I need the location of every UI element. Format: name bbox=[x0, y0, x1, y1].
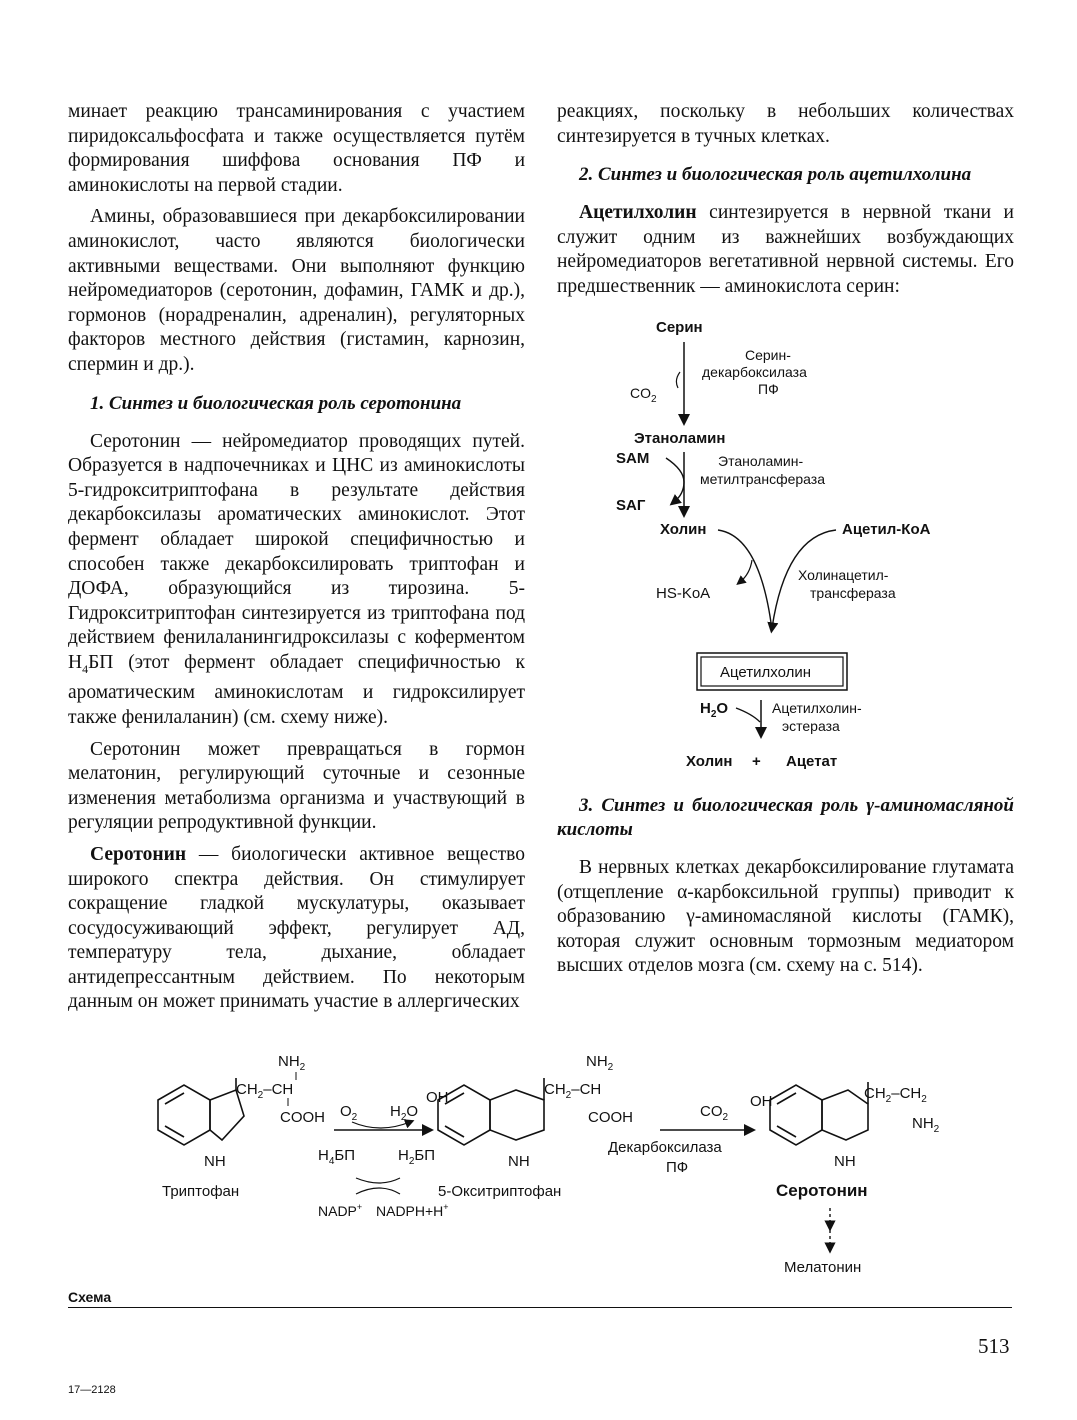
co2-label: $CO_2$ bbox=[630, 385, 657, 405]
svg-text:CH2–CH: $CH_2-CH$ bbox=[236, 1081, 294, 1101]
acetyl-coa-label: Ацетил-КоА bbox=[842, 521, 931, 538]
scheme-caption: Схема bbox=[68, 1289, 112, 1305]
serotonin-label: Серотонин bbox=[776, 1181, 868, 1200]
sag-label: SAГ bbox=[616, 497, 646, 514]
enzyme-label: декарбоксилаза bbox=[702, 364, 807, 380]
paragraph: В нервных клетках декарбоксилирование глутамата (отщепление α-карбоксильной группы) приводит к образованию γ-аминомасляной кислоты (ГАМК), которая служит основным тормозным медиатором высших отделов мозга (см. схему на с. 514). bbox=[557, 857, 1014, 977]
paragraph: Серотонин — биологически активное вещество широкого спектра действия. Он стимулирует сокращение гладкой мускулатуры, оказывает сосудосуживающий эффект, регулирует АД, температуру тела, дыхание, обладает антидепрессантным действием. По некоторым данным он может принимать участие в аллергических bbox=[68, 843, 525, 1013]
paragraph: Ацетилхолин синтезируется в нервной ткани и служит одним из важнейших возбуждающих нейромедиаторов вегетативной нервной системы. Его предшественник — аминокислота серин: bbox=[557, 202, 1014, 297]
enzyme-label: трансфераза bbox=[810, 585, 896, 601]
svg-text:H4БП: $H_4БП$ bbox=[318, 1147, 356, 1167]
svg-text:NH: NH bbox=[834, 1153, 856, 1170]
svg-text:CO2: $CO_2$ bbox=[700, 1103, 729, 1123]
paragraph: Амины, образовавшиеся при декарбоксилировании аминокислот, часто являются биологически активными веществами. Они выполняют функцию нейромедиаторов (серотонин, дофамин, ГАМК и др.), гормонов (норадреналин, адреналин), регуляторных факторов местного действия (гистамин, карнозин, спермин и др.). bbox=[68, 206, 525, 375]
right-column bbox=[557, 100, 1014, 307]
svg-text:NH2: $NH_2$ bbox=[278, 1053, 306, 1073]
paragraph: реакциях, поскольку в небольших количествах синтезируется в тучных клетках. bbox=[557, 101, 1014, 147]
left-column bbox=[68, 100, 525, 1022]
enzyme-label: эстераза bbox=[782, 718, 840, 734]
sam-label: SAM bbox=[616, 450, 650, 467]
choline-product-label: Холин bbox=[686, 753, 733, 770]
svg-text:CH2–CH2: $CH_2-CH_2$ bbox=[864, 1085, 927, 1105]
paragraph: Серотонин — нейромедиатор проводящих путей. Образуется в надпочечниках и ЦНС из аминокислоты 5-гидрокситриптофана в результате действия декарбоксилазы ароматических аминокислот. Этот фермент обладает широкой специфичностью и способен также декарбоксилировать триптофан и ДОФА, образующийся из тирозина. 5-Гидрокситриптофан синтезируется из триптофана под действием фенилаланингидроксилазы с коферментом $Н_4БП$ (этот фермент обладает специфичностью к ароматическим аминокислотам и гидроксилирует также фенилаланин) (см. схему ниже). bbox=[68, 430, 525, 728]
plus-sign: + bbox=[752, 753, 761, 770]
page-number: 513 bbox=[978, 1334, 1010, 1358]
tryptophan-label: Триптофан bbox=[162, 1183, 240, 1200]
enzyme-label: метилтрансфераза bbox=[700, 471, 825, 487]
svg-text:COOH: COOH bbox=[280, 1109, 325, 1126]
section-heading: 3. Синтез и биологическая роль γ-аминомасляной кислоты bbox=[557, 795, 1014, 840]
svg-text:CH2–CH: $CH_2-CH$ bbox=[544, 1081, 602, 1101]
right-column-continued bbox=[557, 790, 1014, 986]
printer-signature: 17—2128 bbox=[68, 1384, 116, 1396]
tryptophan-structure bbox=[158, 1078, 244, 1145]
acetylcholine-label: Ацетилхолин bbox=[720, 664, 812, 681]
svg-text:COOH: COOH bbox=[588, 1109, 633, 1126]
serotonin-scheme bbox=[120, 1048, 970, 1280]
h2o-label: $H_2O$ bbox=[700, 700, 729, 720]
svg-text:OH: OH bbox=[750, 1093, 773, 1110]
ethanolamine-label: Этаноламин bbox=[634, 430, 726, 447]
svg-text:NADP+: NADP+ bbox=[318, 1202, 363, 1219]
serine-label: Серин bbox=[656, 319, 703, 336]
svg-text:NADPH+H+: NADPH+H+ bbox=[376, 1202, 449, 1219]
footer-rule bbox=[68, 1307, 1012, 1308]
section-heading: 2. Синтез и биологическая роль ацетилхолина bbox=[579, 164, 972, 186]
paragraph: Серотонин может превращаться в гормон мелатонин, регулирующий суточные и сезонные изменения метаболизма организма и участвующий в регуляции репродуктивной функции. bbox=[68, 738, 525, 834]
section-heading: 1. Синтез и биологическая роль серотонина bbox=[90, 392, 462, 414]
svg-text:H2O: $H_2O$ bbox=[390, 1103, 419, 1123]
svg-text:NH2: $NH_2$ bbox=[586, 1053, 614, 1073]
hs-coa-label: HS-KoA bbox=[656, 585, 711, 602]
enzyme-label: Этаноламин- bbox=[718, 453, 804, 469]
acetate-label: Ацетат bbox=[786, 753, 838, 770]
svg-text:NH: NH bbox=[508, 1153, 530, 1170]
decarboxylase-label: Декарбоксилаза bbox=[608, 1139, 722, 1156]
svg-text:NH2: $NH_2$ bbox=[912, 1115, 940, 1135]
hydroxytryptophan-label: 5-Окситриптофан bbox=[438, 1183, 562, 1200]
svg-text:O2: $O_2$ bbox=[340, 1103, 358, 1123]
svg-text:H2БП: $H_2БП$ bbox=[398, 1147, 436, 1167]
pf-label: ПФ bbox=[666, 1159, 689, 1176]
melatonin-label: Мелатонин bbox=[784, 1259, 862, 1276]
enzyme-label: Серин- bbox=[745, 347, 791, 363]
svg-text:OH: OH bbox=[426, 1089, 449, 1106]
acetylcholine-scheme bbox=[600, 310, 960, 780]
svg-text:NH: NH bbox=[204, 1153, 226, 1170]
enzyme-label: Холинацетил- bbox=[798, 567, 889, 583]
enzyme-label: Ацетилхолин- bbox=[772, 700, 862, 716]
paragraph: минает реакцию трансаминирования с участием пиридоксальфосфата и также осуществляется путём формирования шиффова основания ПФ и аминокислоты на первой стадии. bbox=[68, 101, 525, 196]
choline-label: Холин bbox=[660, 521, 707, 538]
enzyme-label: ПФ bbox=[758, 381, 779, 397]
